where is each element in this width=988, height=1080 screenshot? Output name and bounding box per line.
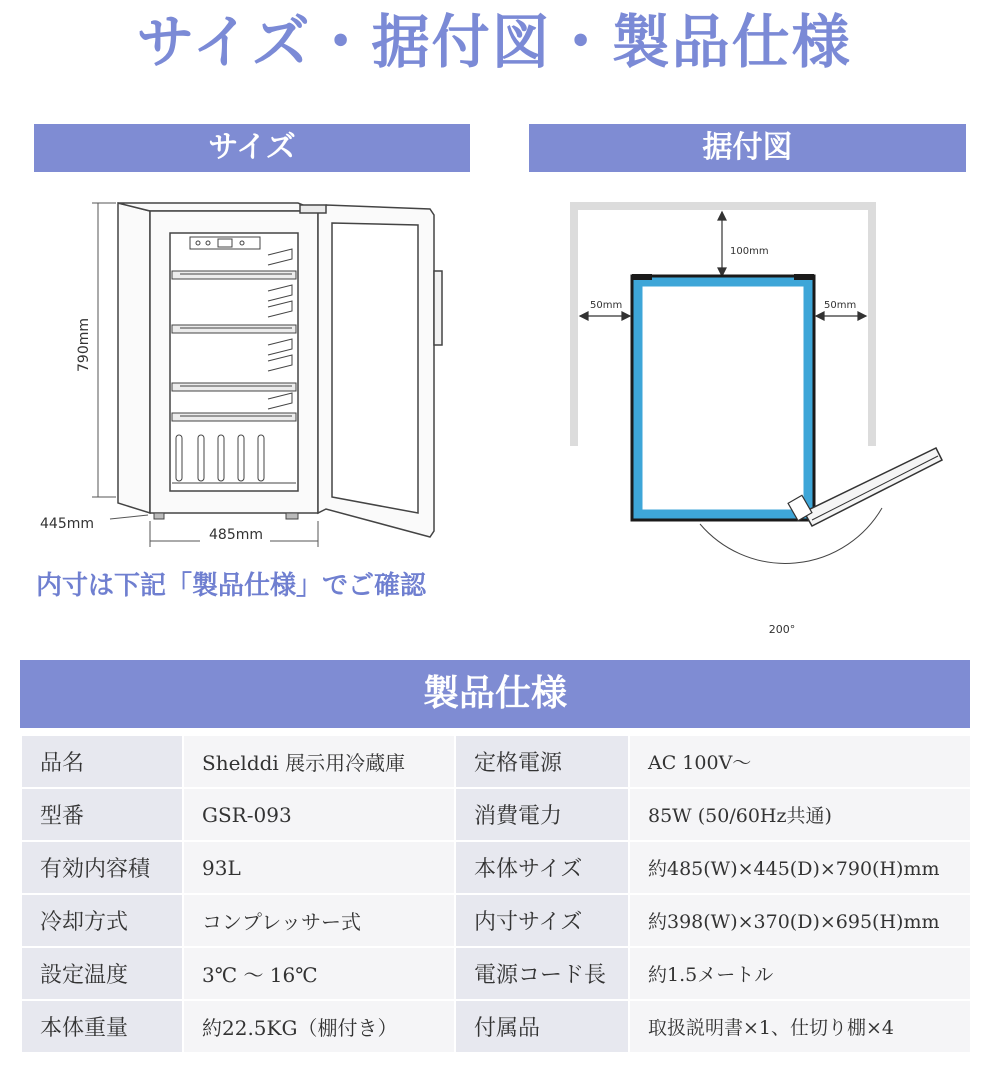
spec-value: 3℃ ～ 16℃ (183, 947, 455, 1000)
table-row (21, 947, 971, 1000)
spec-table (20, 734, 972, 1054)
fridge-top-view (632, 274, 814, 520)
spec-label: 型番 (21, 788, 183, 841)
depth-dimension (110, 515, 148, 519)
spec-label: 付属品 (455, 1000, 629, 1053)
page-title: サイズ・据付図・製品仕様 (136, 8, 852, 76)
door-angle-label: 200° (768, 623, 796, 636)
width-label: 485mm (209, 527, 263, 543)
table-row (21, 1000, 971, 1053)
section-header-install: 据付図 (529, 124, 966, 172)
table-row (21, 841, 971, 894)
left-clearance-arrow (580, 312, 630, 320)
table-row (21, 735, 971, 788)
spec-label: 消費電力 (455, 788, 629, 841)
table-row (21, 894, 971, 947)
height-label: 790mm (76, 318, 92, 372)
spec-value: AC 100V～ (629, 735, 971, 788)
spec-value: 85W (50/60Hz共通) (629, 788, 971, 841)
fridge-feet (154, 513, 298, 519)
size-diagram (30, 185, 480, 555)
depth-label: 445mm (40, 516, 94, 532)
spec-value: 約485(W)×445(D)×790(H)mm (629, 841, 971, 894)
spec-value: コンプレッサー式 (183, 894, 455, 947)
spec-label: 内寸サイズ (455, 894, 629, 947)
top-clearance-label: 100mm (730, 246, 769, 257)
spec-value: Shelddi 展示用冷蔵庫 (183, 735, 455, 788)
spec-value: 93L (183, 841, 455, 894)
inner-size-note: 内寸は下記「製品仕様」でご確認 (36, 571, 427, 601)
section-header-size: サイズ (34, 124, 470, 172)
spec-label: 冷却方式 (21, 894, 183, 947)
spec-label: 有効内容積 (21, 841, 183, 894)
spec-label: 設定温度 (21, 947, 183, 1000)
spec-value: 約1.5メートル (629, 947, 971, 1000)
spec-label: 本体サイズ (455, 841, 629, 894)
height-dimension (92, 203, 116, 497)
install-diagram (560, 190, 970, 640)
spec-label: 定格電源 (455, 735, 629, 788)
right-clearance-label: 50mm (824, 300, 857, 311)
spec-label: 電源コード長 (455, 947, 629, 1000)
table-row (21, 788, 971, 841)
left-clearance-label: 50mm (590, 300, 623, 311)
spec-label: 本体重量 (21, 1000, 183, 1053)
right-clearance-arrow (816, 312, 866, 320)
spec-value: 約398(W)×370(D)×695(H)mm (629, 894, 971, 947)
spec-value: 取扱説明書×1、仕切り棚×4 (629, 1000, 971, 1053)
spec-label: 品名 (21, 735, 183, 788)
spec-value: GSR-093 (183, 788, 455, 841)
spec-value: 約22.5KG（棚付き） (183, 1000, 455, 1053)
section-header-spec: 製品仕様 (20, 660, 970, 728)
top-clearance-arrow (718, 212, 726, 276)
open-door (300, 205, 442, 537)
